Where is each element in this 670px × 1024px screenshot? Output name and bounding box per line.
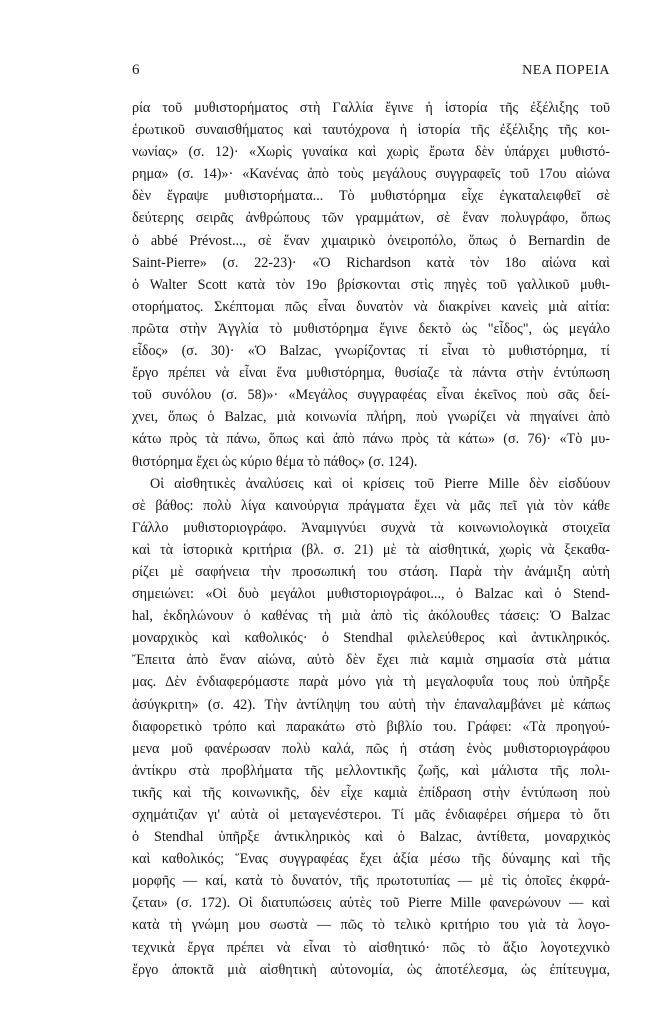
article-body: [132, 97, 610, 981]
text-line: σημειώνει: «Οἱ δυὸ μεγάλοι μυθιστοριογράφοι..., ὁ Balzac καὶ ὁ Stend-: [132, 586, 610, 603]
text-line: Γάλλο μυθιστοριογράφο. Ἀναμιγνύει συχνὰ τὰ κοινωνιολογικὰ στοιχεῖα: [132, 519, 610, 536]
text-line: κάτω πρὸς τὰ πάνω, ὅπως καὶ ἀπὸ πάνω πρὸς τὰ κάτω» (σ. 76)· «Τὸ μυ-: [132, 431, 610, 448]
text-line: ἐρωτικοῦ συναισθήματος καὶ ταυτόχρονα ἡ ἱστορία τῆς ἐξέλιξης τῆς κοι-: [132, 122, 610, 139]
text-line: κατὰ τὴ γνώμη μου σωστὰ — πῶς τὸ τελικὸ κριτήριο του γιὰ τὰ λογο-: [132, 917, 610, 934]
text-line: μας. Δὲν ἐνδιαφερόμαστε παρὰ μόνο γιὰ τὴ μεγαλοφυΐα τους ποὺ ὑπῆρξε: [132, 674, 610, 691]
text-line: hal, ἐκδηλώνουν ὁ καθένας τὴ μιὰ ἀπὸ τὶς ἀκόλουθες τάσεις: Ὁ Balzac: [132, 608, 610, 625]
text-line: ὁ Walter Scott κατὰ τὸν 19ο βρίσκονται στὶς πηγὲς τοῦ γαλλικοῦ μυθι-: [132, 276, 610, 293]
text-line: τικῆς καὶ τῆς κοινωνικῆς, δὲν εἶχε καμιὰ ἐπίδραση στὴν ἐντύπωση ποὺ: [132, 784, 610, 801]
text-line: καὶ τὰ ἱστορικὰ κριτήρια (βλ. σ. 21) μὲ τὰ αἰσθητικά, χωρὶς νὰ ξεκαθα-: [132, 541, 610, 558]
text-line: καὶ καθολικός; Ἕνας συγγραφέας ἔχει ἀξία μέσω τῆς δύναμης καὶ τῆς: [132, 851, 610, 868]
text-line: Οἱ αἰσθητικὲς ἀναλύσεις καὶ οἱ κρίσεις τοῦ Pierre Mille δὲν εἰσδύουν: [150, 475, 610, 492]
text-line: οτορήματος. Σκέπτομαι πῶς εἶναι δυνατὸν νὰ διακρίνει κανεὶς μιὰ αἰτία:: [132, 298, 610, 315]
text-line: Ἔπειτα ἀπὸ ἕναν αἰώνα, αὐτὸ δὲν ἔχει πιὰ καμιὰ σημασία στὰ μάτια: [132, 652, 610, 669]
text-line: ὁ Stendhal ὑπῆρξε ἀντικληρικὸς καὶ ὁ Balzac, ἀντίθετα, μοναρχικὸς: [132, 829, 610, 846]
text-line: θιστόρημα ἔχει ὡς κύριο θέμα τὸ πάθος» (σ. 124).: [132, 453, 418, 470]
page-header: [132, 62, 610, 84]
journal-title: ΝΕΑ ΠΟΡΕΙΑ: [522, 63, 610, 78]
text-line: Saint-Pierre» (σ. 22-23)· «Ὁ Richardson κατὰ τὸν 18ο αἰώνα καὶ: [132, 254, 610, 271]
text-line: ζεται» (σ. 172). Οἱ διατυπώσεις αὐτὲς τοῦ Pierre Mille φανερώνουν — καὶ: [132, 895, 610, 912]
text-line: μενα μοῦ φανέρωσαν πολὺ καλά, πῶς ἡ στάση ἑνὸς μυθιστοριογράφου: [132, 740, 610, 757]
text-line: δεύτερης σειρᾶς ἀνθρώπους τῶν γραμμάτων, σὲ ἕναν πολυγράφο, ὅπως: [132, 210, 610, 227]
text-line: ἔργο ἀποκτᾶ μιὰ αἰσθητικὴ αὐτονομία, ὡς ἀποτέλεσμα, ὡς ἐπίτευγμα,: [132, 961, 610, 978]
text-line: τοῦ συνόλου (σ. 58)»· «Μεγάλος συγγραφέας εἶναι ἐκεῖνος ποὺ σᾶς δεί-: [132, 387, 610, 404]
text-line: δὲν ἔγραψε μυθιστορήματα... Τὸ μυθιστόρημα εἶχε ἐγκαταλειφθεῖ σὲ: [132, 188, 610, 205]
text-line: ὁ abbé Prévost..., σὲ ἕναν χιμαιρικὸ ὀνειροπόλο, ὅπως ὁ Bernardin de: [132, 232, 610, 249]
text-line: πρῶτα στὴν Ἀγγλία τὸ μυθιστόρημα ἔγινε δεκτὸ ὡς "εἶδος", ὡς μεγάλο: [132, 320, 610, 337]
text-line: νωνίας» (σ. 12)· «Χωρὶς γυναίκα καὶ χωρὶς ἔρωτα δὲν ὑπάρχει μυθιστό-: [132, 144, 610, 161]
text-line: σὲ βάθος: πολὺ λίγα καινούργια πράγματα ἔχει νὰ μᾶς πεῖ γιὰ τὸν κάθε: [132, 497, 610, 514]
text-line: ἀντίκρυ στὰ προβλήματα τῆς μελλοντικῆς ζωῆς, καὶ μάλιστα τῆς πολι-: [132, 762, 610, 779]
text-line: ρία τοῦ μυθιστορήματος στὴ Γαλλία ἔγινε ἡ ἱστορία τῆς ἐξέλιξης τοῦ: [132, 100, 610, 116]
text-line: ἀσύγκριτη» (σ. 42). Τὴν ἀντίληψη του αὐτὴ τὴν ἐπαναλαμβάνει μὲ κάπως: [132, 696, 610, 713]
text-line: χνει, ὅπως ὁ Balzac, μιὰ κοινωνία πλήρη, ποὺ γνωρίζει νὰ πηγαίνει ἀπὸ: [132, 409, 610, 426]
text-line: ρίζει μὲ σαφήνεια τὴν προσωπική του στάση. Παρὰ τὴν ἀνάμιξη αὐτὴ: [132, 563, 610, 580]
text-line: σχημάτιζαν γι' αὐτὰ οἱ μεταγενέστεροι. Τί μᾶς ἐνδιαφέρει σήμερα τὸ ὅτι: [132, 807, 610, 823]
text-line: μοναρχικὸς καὶ καθολικός· ὁ Stendhal φιλελεύθερος καὶ ἀντικληρικός.: [132, 630, 610, 647]
text-line: ἔργο πρέπει νὰ εἶναι ἕνα μυθιστόρημα, θυσίαζε τὰ πάντα στὴν ἐντύπωση: [132, 365, 610, 382]
text-line: διαφορετικὸ τρόπο καὶ παρακάτω στὸ βιβλίο του. Γράφει: «Τὰ προηγού-: [132, 718, 610, 735]
text-line: μορφῆς — καί, κατὰ τὸ δυνατόν, τῆς πρωτοτυπίας — μὲ τὶς ὁποῖες ἐκφρά-: [132, 873, 610, 890]
text-line: εἶδος» (σ. 30)· «Ὁ Balzac, γνωρίζοντας τί εἶναι τὸ μυθιστόρημα, τί: [132, 343, 610, 360]
page-number: 6: [132, 62, 140, 78]
text-line: ρημα» (σ. 14)»· «Κανένας ἀπὸ τοὺς μεγάλους συγγραφεῖς τοῦ 17ου αἰώνα: [132, 166, 610, 183]
text-line: τεχνικὰ ἔργα πρέπει νὰ εἶναι τὸ αἰσθητικό· πῶς τὸ ἄξιο λογοτεχνικὸ: [132, 939, 610, 956]
